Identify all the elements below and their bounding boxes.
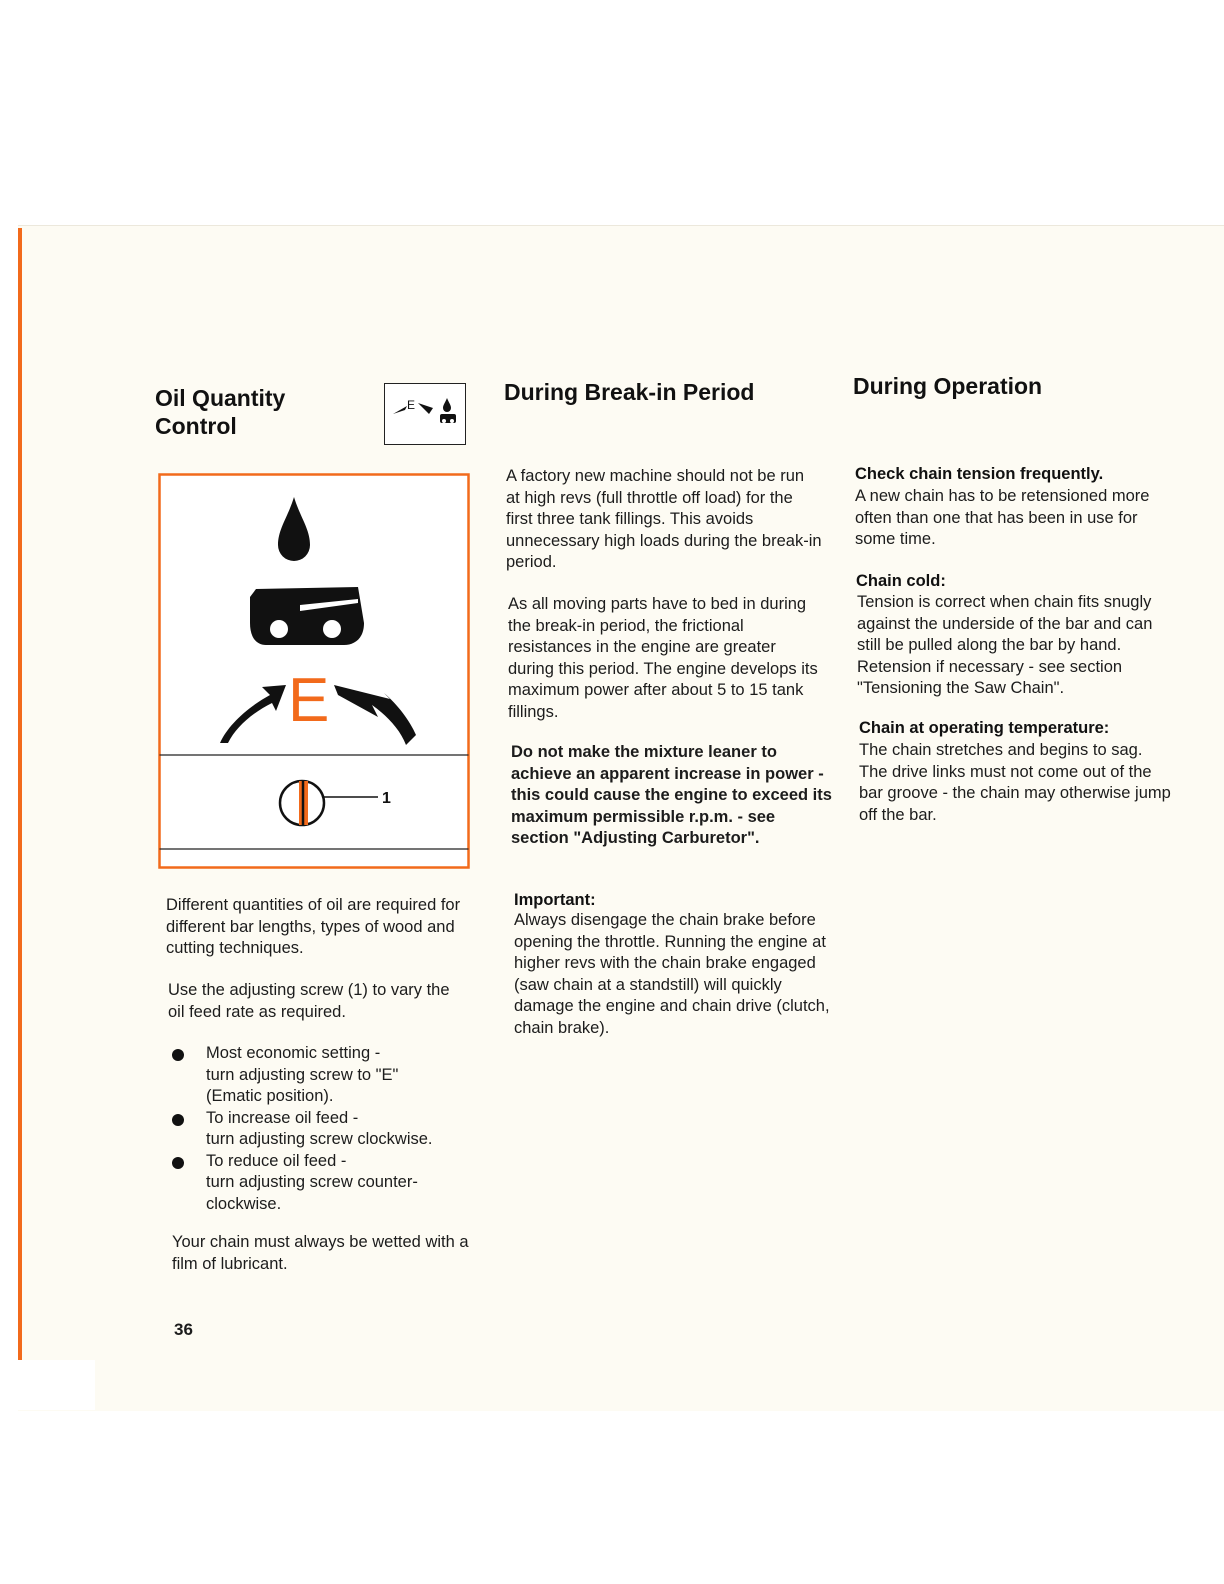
saw-chain-icon [250, 587, 364, 645]
break-in-warning: Do not make the mixture leaner to achieve an apparent increase in power - this could cause the engine to exceed its maximum permissible r.p.m. - see section "Adjusting Carburetor". [511, 743, 832, 847]
section-title-break-in: During Break-in Period [504, 379, 755, 405]
oil-para-1: Different quantities of oil are required for different bar lengths, types of wood and cutting techniques. [166, 896, 461, 957]
screw-callout-label: 1 [382, 790, 391, 807]
break-in-para-1: A factory new machine should not be run at high revs (full throttle off load) for the first three tank fillings. This avoids unnecessary high loads during the break-in period. [506, 467, 822, 571]
chain-hot-text: The chain stretches and begins to sag. The drive links must not come out of the bar groove - the chain may otherwise jump off the bar. [859, 741, 1171, 824]
icon-box-letter: E [407, 398, 416, 412]
oil-para-2: Use the adjusting screw (1) to vary the oil feed rate as required. [168, 981, 450, 1021]
important-heading: Important: [514, 891, 596, 909]
oil-control-icon-box [384, 383, 466, 445]
page-edge-accent [18, 228, 22, 1360]
important-text: Always disengage the chain brake before opening the throttle. Running the engine at higher revs with the chain brake engaged (saw chain at a standstill) will quickly damage the engine and chain drive (clutch, chain brake). [514, 911, 830, 1037]
bullet-icon [172, 1114, 184, 1126]
bullet-icon [172, 1157, 184, 1169]
chain-tension-text: A new chain has to be retensioned more often than one that has been in use for some time. [855, 487, 1150, 548]
title-line-1: Oil Quantity [155, 385, 286, 411]
oil-para-3: Your chain must always be wetted with a film of lubricant. [172, 1233, 469, 1273]
page-number: 36 [174, 1320, 193, 1339]
chain-hot-heading: Chain at operating temperature: [859, 719, 1110, 737]
list-item: Most economic setting - turn adjusting screw to "E" (Ematic position). [168, 1043, 478, 1108]
oil-pump-figure [158, 473, 470, 869]
figure-letter-e: E [288, 666, 330, 735]
oil-control-symbol-icon [385, 384, 464, 443]
oil-settings-list [168, 1043, 478, 1215]
oil-pump-diagram [158, 473, 470, 869]
break-in-para-2: As all moving parts have to bed in during the break-in period, the frictional resistances in the engine are greater during this period. The engine develops its maximum power after about 5 to 15 tank fillings. [508, 595, 818, 721]
list-item: To increase oil feed - turn adjusting screw clockwise. [168, 1108, 478, 1151]
chain-cold-text: Tension is correct when chain fits snugly against the underside of the bar and can still be pulled along the bar by hand. Retension if necessary - see section "Tensioning the Saw Chain". [857, 593, 1153, 697]
chain-cold-heading: Chain cold: [856, 572, 946, 590]
page-margin [0, 1360, 95, 1410]
title-line-2: Control [155, 413, 237, 439]
chain-tension-heading: Check chain tension frequently. [855, 465, 1104, 483]
bullet-icon [172, 1049, 184, 1061]
list-item: To reduce oil feed - turn adjusting screw counter- clockwise. [168, 1151, 478, 1216]
section-title-during-operation: During Operation [853, 373, 1043, 399]
section-title-oil-quantity [155, 384, 285, 440]
